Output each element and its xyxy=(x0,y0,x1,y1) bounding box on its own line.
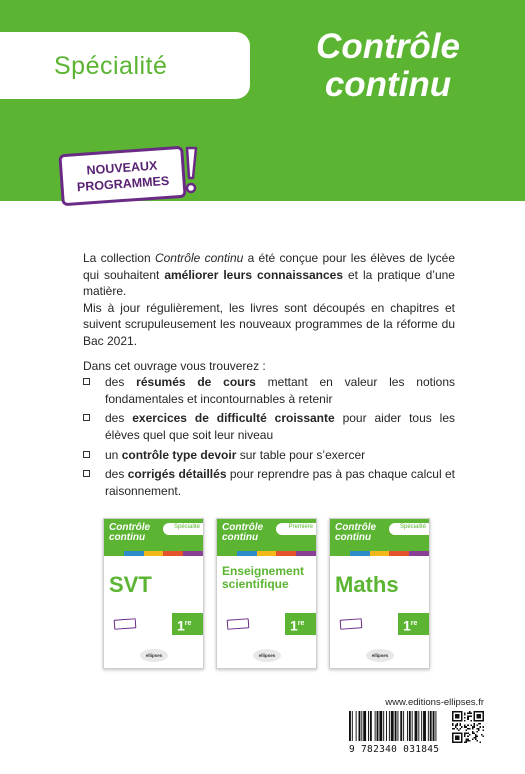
cover-level-tag: Spécialité xyxy=(399,524,426,530)
related-books xyxy=(103,518,429,670)
cover-grade xyxy=(285,613,317,635)
cover-subject xyxy=(222,565,304,590)
list-item-post: mettant en valeur les notions fondamentales et incontournables à retenir xyxy=(105,375,455,406)
badge-line2: PROGRAMMES xyxy=(76,173,170,195)
list-item-post: pour reprendre pas à pas chaque calcul et raisonnement. xyxy=(105,467,455,498)
cover-subject-line: scientifique xyxy=(222,576,289,591)
checkbox-bullet-icon xyxy=(83,414,90,421)
cover-grade-number: 1 xyxy=(403,617,411,634)
list-item xyxy=(83,447,455,464)
cover-subject xyxy=(335,573,399,596)
cover-series-line1: Contrôle xyxy=(222,522,264,533)
checkbox-bullet-icon xyxy=(83,451,90,458)
contents-list xyxy=(83,374,455,499)
cover-level-tag: Première xyxy=(288,524,313,530)
list-item-post: sur table pour s’exercer xyxy=(236,447,366,462)
checkbox-bullet-icon xyxy=(83,470,90,477)
cover-color-stripe xyxy=(217,551,316,556)
book-cover xyxy=(329,518,430,669)
cover-mini-badge xyxy=(114,618,137,630)
cover-series-line1: Contrôle xyxy=(109,522,151,533)
list-item-bold: exercices de difficulté croissante xyxy=(132,411,335,426)
cover-grade-suffix: re xyxy=(410,620,418,627)
intro-segment-italic: Contrôle continu xyxy=(154,251,244,265)
cover-color-stripe xyxy=(330,551,429,556)
intro-segment-normal: La collection xyxy=(83,251,155,265)
cover-grade-number: 1 xyxy=(290,617,298,634)
cover-series-line2: continu xyxy=(222,532,259,543)
cover-grade-suffix: re xyxy=(184,620,192,627)
list-item xyxy=(83,374,455,407)
cover-grade-suffix: re xyxy=(297,620,305,627)
badge-line1: NOUVEAUX xyxy=(86,158,158,178)
publisher-logo: ellipses xyxy=(253,649,281,662)
qr-code-icon xyxy=(452,711,484,743)
update-paragraph: Mis à jour régulièrement, les livres sont découpés en chapitres et suivent scrupuleusement les nouveaux programmes de la réforme du Bac 2021. xyxy=(83,300,455,348)
intro-segment-bold: améliorer leurs connaissances xyxy=(164,267,344,282)
cover-subject-line: Maths xyxy=(335,572,399,597)
publisher-logo: ellipses xyxy=(366,649,394,662)
exclamation-icon xyxy=(184,146,198,196)
cover-series-line1: Contrôle xyxy=(335,522,377,533)
series-title-line2: continu xyxy=(324,65,452,104)
intro-paragraph xyxy=(83,250,455,300)
checkbox-bullet-icon xyxy=(83,378,90,385)
cover-grade-number: 1 xyxy=(177,617,185,634)
category-label: Spécialité xyxy=(54,52,168,80)
cover-series-line2: continu xyxy=(335,532,372,543)
isbn-number: 9 782340 031845 xyxy=(349,744,440,755)
series-title xyxy=(268,28,508,104)
contents-intro: Dans cet ouvrage vous trouverez : xyxy=(83,358,266,373)
list-item-pre: des xyxy=(105,411,133,426)
series-title-line1: Contrôle xyxy=(316,27,460,66)
description-block xyxy=(83,250,455,502)
book-cover xyxy=(103,518,204,669)
cover-mini-badge xyxy=(227,618,250,630)
cover-subject-line: Enseignement xyxy=(222,564,305,578)
barcode-icon xyxy=(349,711,447,741)
cover-series-line2: continu xyxy=(109,532,146,543)
cover-series-name xyxy=(335,523,376,543)
intro-segment-normal: a été conçue pour les élèves de lycée qui souhaitent xyxy=(83,251,456,282)
cover-subject-line: SVT xyxy=(109,572,152,597)
publisher-url: www.editions-ellipses.fr xyxy=(385,697,484,708)
cover-subject xyxy=(109,573,152,596)
list-item-pre: un xyxy=(105,447,122,462)
list-item-pre: des xyxy=(105,467,128,482)
book-cover xyxy=(216,518,317,669)
cover-level-tag: Spécialité xyxy=(173,524,200,530)
list-item xyxy=(83,466,455,499)
list-item-bold: contrôle type devoir xyxy=(121,447,237,462)
cover-series-name xyxy=(109,523,150,543)
cover-color-stripe xyxy=(104,551,203,556)
cover-mini-badge xyxy=(340,618,363,630)
cover-grade xyxy=(172,613,204,635)
publisher-logo: ellipses xyxy=(140,649,168,662)
badge-text xyxy=(62,156,183,196)
new-programs-badge xyxy=(58,146,186,207)
list-item-post: pour aider tous les élèves quel que soit leur niveau xyxy=(105,411,455,442)
cover-grade xyxy=(398,613,430,635)
cover-series-name xyxy=(222,523,263,543)
list-item xyxy=(83,410,455,443)
list-item-pre: des xyxy=(105,375,137,390)
list-item-bold: corrigés détaillés xyxy=(127,467,227,482)
intro-segment-normal: et la pratique d’une matière. xyxy=(83,267,455,299)
list-item-bold: résumés de cours xyxy=(136,375,256,390)
